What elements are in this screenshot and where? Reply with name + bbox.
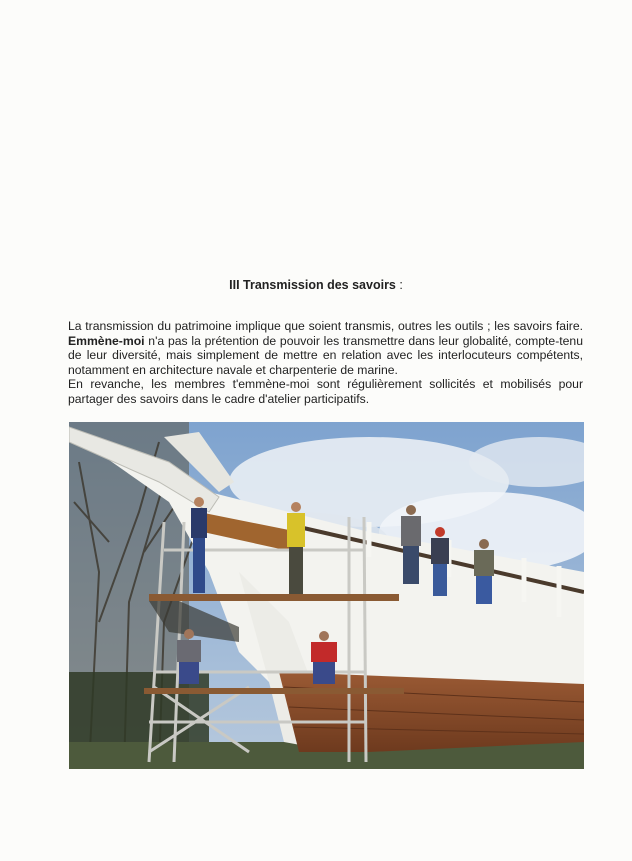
- body-text: [68, 319, 583, 407]
- section-heading-title: III Transmission des savoirs: [229, 278, 396, 292]
- section-heading: [0, 278, 632, 292]
- association-name: Emmène-moi: [68, 333, 145, 348]
- paragraph-transmission: [68, 319, 583, 377]
- boat-construction-photo: [69, 422, 584, 769]
- paragraph-workshops: En revanche, les membres t'emmène-moi sont régulièrement sollicités et mobilisés pour partager des savoirs dans le cadre d'atelier participatifs.: [68, 377, 583, 406]
- paragraph-part-2: n'a pas la prétention de pouvoir les transmettre dans leur globalité, compte-tenu de leur diversité, mais simplement de mettre en relation avec les interlocuteurs compétents, notamment en architecture navale et charpenterie de marine.: [68, 333, 583, 377]
- paragraph-part-1: La transmission du patrimoine implique que soient transmis, outres les outils ; les savoirs faire.: [68, 319, 583, 333]
- section-heading-colon: :: [395, 278, 403, 292]
